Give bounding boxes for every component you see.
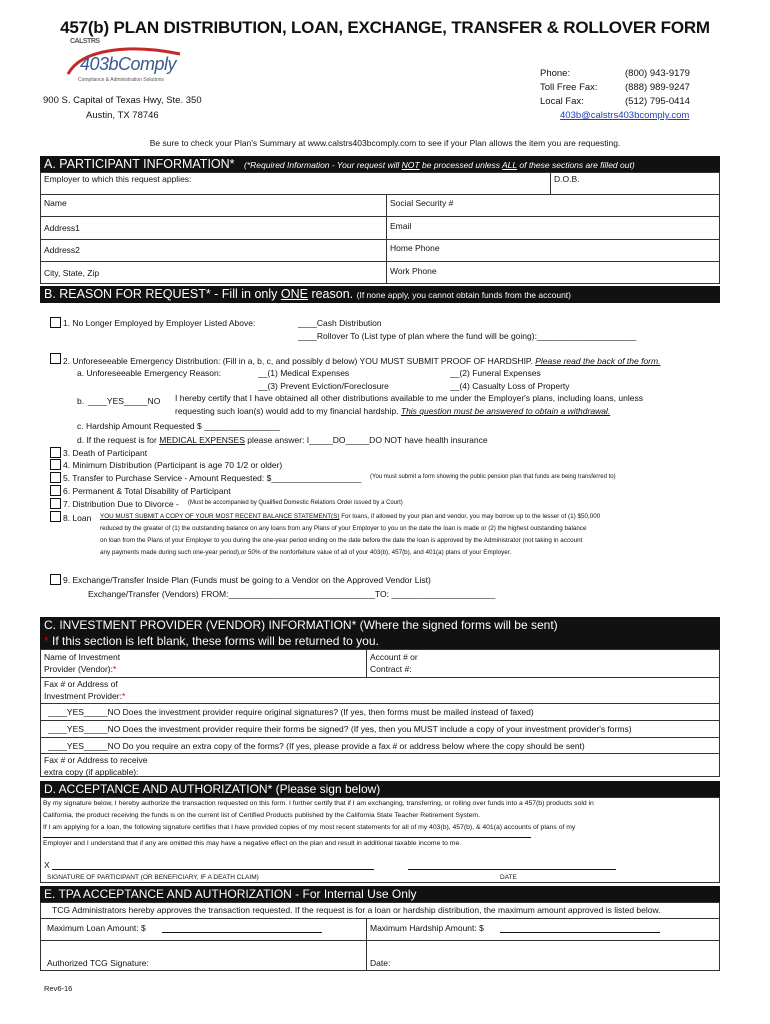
question-original-signatures[interactable]: ____YES_____NO Does the investment provider require original signatures? (If yes, then forms must be mailed instead of faxed): [48, 707, 534, 717]
item5-label: 5. Transfer to Purchase Service - Amount Requested: $___________________: [63, 473, 362, 483]
item5-note: (You must submit a form showing the public pension plan that funds are being transferred to): [370, 474, 616, 480]
item8-text-2: reduced by the greater of (1) the outstanding balance on any loans from any Plans of your Employer to you on the date the loan is made or (2) the highest outstanding balance: [100, 525, 587, 532]
item-d-post: please answer: I_____DO_____DO NOT have health insurance: [247, 435, 488, 445]
item4-label: 4. Minimum Distribution (Participant is age 70 1/2 or older): [63, 460, 283, 470]
extra-copy-label-1: Fax # or Address to receive: [44, 755, 148, 765]
reason-eviction[interactable]: __(3) Prevent Eviction/Foreclosure: [258, 381, 389, 391]
section-e-title: E. TPA ACCEPTANCE AND AUTHORIZATION - For Internal Use Only: [44, 887, 417, 901]
revision-label: Rev6-16: [44, 984, 73, 993]
phone-value: (800) 943-9179: [625, 68, 690, 79]
dob-field[interactable]: D.O.B.: [554, 174, 580, 184]
item-b-text-2: [175, 406, 610, 416]
vendor-fax-label-1: Fax # or Address of: [44, 679, 118, 689]
signature-x: X: [44, 860, 50, 870]
tpa-date[interactable]: Date:: [370, 958, 391, 968]
notice-text: Be sure to check your Plan's Summary at www.calstrs403bcomply.com to see if your Plan allows the item you are requesting.: [149, 138, 621, 148]
section-d-title: D. ACCEPTANCE AND AUTHORIZATION* (Please sign below): [44, 782, 381, 796]
rollover-to[interactable]: ____Rollover To (List type of plan where the fund will be going):_____________________: [298, 331, 637, 341]
item9-from-to[interactable]: Exchange/Transfer (Vendors) FROM:_______________________________TO: ______________________: [88, 589, 496, 599]
item3-checkbox[interactable]: [50, 447, 61, 458]
required-star-icon: *: [112, 664, 117, 674]
item2-read-back: Please read the back of the form.: [535, 356, 661, 366]
section-a-note-not: NOT: [401, 160, 420, 170]
section-c-header: [40, 617, 720, 649]
question-forms-signed[interactable]: ____YES_____NO Does the investment provider require their forms be signed? (If yes, then you MUST include a copy of your investment provider's forms): [48, 724, 632, 734]
section-b-title: B. REASON FOR REQUEST* - Fill in only: [44, 287, 278, 301]
work-phone-field[interactable]: Work Phone: [390, 266, 437, 276]
item4-checkbox[interactable]: [50, 459, 61, 470]
section-a-note-mid: be processed unless: [422, 160, 500, 170]
address-line-1: 900 S. Capital of Texas Hwy, Ste. 350: [43, 95, 202, 106]
vendor-name-field[interactable]: [41, 662, 119, 676]
item-d: [77, 435, 488, 445]
max-hardship-amount[interactable]: Maximum Hardship Amount: $: [370, 923, 484, 933]
item3-label: 3. Death of Participant: [63, 448, 148, 458]
section-d-header: [40, 781, 720, 797]
section-e-text: TCG Administrators hereby approves the transaction requested. If the request is for a loan or hardship distribution, the maximum amount approved is listed below.: [52, 905, 661, 915]
question-extra-copy[interactable]: ____YES_____NO Do you require an extra copy of the forms? (If yes, please provide a fax # or address below where the copy should be sent): [48, 741, 585, 751]
section-b-title-post: reason.: [311, 287, 354, 301]
item7-label: 7. Distribution Due to Divorce -: [63, 499, 179, 509]
item1-label: 1. No Longer Employed by Employer Listed Above:: [63, 318, 256, 328]
item8-must-submit: YOU MUST SUBMIT A COPY OF YOUR MOST RECENT BALANCE STATEMENT(S): [100, 513, 340, 520]
phone-label: Phone:: [540, 68, 571, 79]
section-d-text-1: By my signature below, I hereby authorize the transaction requested on this form. I further certify that if I am exchanging, transferring, or rolling over funds into a 457(b) products sold in: [43, 800, 594, 807]
section-b-note: (If none apply, you cannot obtain funds from the account): [356, 290, 571, 300]
required-star-icon: *: [44, 634, 49, 648]
home-phone-field[interactable]: Home Phone: [390, 243, 440, 253]
extra-copy-field[interactable]: extra copy (if applicable):: [44, 767, 139, 777]
item-d-pre: d. If the request is for: [77, 435, 157, 445]
account-label-1: Account # or: [370, 652, 418, 662]
section-d-text-3: If I am applying for a loan, the following signature certifies that I have provided copies of my most recent statements for all of my 403(b), 457(b), & 401(a) accounts of plans of my: [43, 824, 576, 831]
cash-distribution[interactable]: ____Cash Distribution: [298, 318, 382, 328]
item7-note: (Must be accompanied by Qualified Domestic Relations Order issued by a Court): [188, 500, 403, 506]
logo-tagline: Compliance & Administration Solutions: [78, 77, 164, 83]
localfax-value: (512) 795-0414: [625, 96, 690, 107]
vendor-fax-field[interactable]: [41, 689, 128, 703]
tollfree-value: (888) 989-9247: [625, 82, 690, 93]
date-label: DATE: [500, 874, 517, 881]
item-b-text-1: I hereby certify that I have obtained all other distributions available to me under the Employer's plans, including loans, unless: [175, 393, 643, 403]
logo: [62, 38, 192, 90]
item8-checkbox[interactable]: [50, 511, 61, 522]
item6-label: 6. Permanent & Total Disability of Participant: [63, 486, 231, 496]
item-b-text-2b: This question must be answered to obtain a withdrawal.: [400, 406, 611, 416]
item8-line-1: [100, 513, 600, 520]
logo-brand-text: 403bComply: [80, 54, 177, 74]
section-d-text-2: California, the product receiving the funds is on the current list of Certified Products published by the California State Teacher Retirement System.: [43, 812, 480, 819]
authorized-signature[interactable]: Authorized TCG Signature:: [47, 958, 149, 968]
item8-text-4: any payments made during such one-year period),or 50% of the nonforfeiture value of all of your 403(b), 457(b), and 401(a) plans of your Employer.: [100, 549, 512, 556]
item8-text-3: on loan from the Plans of your Employer to you during the one-year period ending on the date before the date the loan is approved by the Administrator (not taking in account: [100, 537, 583, 544]
item5-checkbox[interactable]: [50, 472, 61, 483]
item2-checkbox[interactable]: [50, 353, 61, 364]
signature-line[interactable]: [52, 869, 374, 870]
item8-label: 8. Loan: [63, 513, 92, 523]
account-field[interactable]: Contract #:: [370, 664, 412, 674]
section-a-title: A. PARTICIPANT INFORMATION*: [44, 157, 235, 171]
item1-checkbox[interactable]: [50, 317, 61, 328]
section-a-grid: [40, 172, 720, 284]
section-d-text-4: Employer and I understand that if any are omitted this may have a negative effect on the plan and result in additional taxable income to me.: [43, 840, 462, 847]
max-loan-amount[interactable]: Maximum Loan Amount: $: [47, 923, 146, 933]
logo-top-text: CALSTRS: [70, 38, 100, 45]
required-star-icon: *: [121, 691, 126, 701]
section-a-header: [40, 156, 720, 172]
signature-label: SIGNATURE OF PARTICIPANT (OR BENEFICIARY, IF A DEATH CLAIM): [47, 874, 259, 881]
item-d-medical: MEDICAL EXPENSES: [159, 435, 245, 445]
item-b-text-2a: requesting such loan(s) would add to my financial hardship.: [175, 406, 399, 416]
reason-label: a. Unforeseeable Emergency Reason:: [77, 368, 222, 378]
section-a-note-post: of these sections are filled out): [519, 160, 635, 170]
item2-label: [63, 356, 660, 366]
ssn-field[interactable]: Social Security #: [390, 198, 454, 208]
item9-label: 9. Exchange/Transfer Inside Plan (Funds must be going to a Vendor on the Approved Vendor List): [63, 575, 431, 585]
address1-field[interactable]: Address1: [44, 223, 80, 233]
section-e-header: [40, 886, 720, 902]
section-a-note-all: ALL: [502, 160, 517, 170]
section-b-header: [40, 286, 720, 303]
email-link[interactable]: 403b@calstrs403bcomply.com: [560, 110, 690, 121]
section-a-note: (*Required Information - Your request will: [244, 160, 400, 170]
reason-funeral[interactable]: __(2) Funeral Expenses: [450, 368, 541, 378]
item8-text-1: For loans, if allowed by your plan and vendor, you may borrow up to the lesser of (1) $50,000: [341, 513, 601, 520]
address-line-2: Austin, TX 78746: [86, 110, 159, 121]
date-line[interactable]: [408, 869, 616, 870]
item-b-yes-no[interactable]: ____YES_____NO: [88, 396, 161, 406]
employer-field[interactable]: Employer to which this request applies:: [44, 174, 192, 184]
section-c-title: C. INVESTMENT PROVIDER (VENDOR) INFORMATION* (Where the signed forms will be sent): [44, 618, 558, 632]
item6-checkbox[interactable]: [50, 485, 61, 496]
tollfree-label: Toll Free Fax:: [540, 82, 598, 93]
vendor-name-label-1: Name of Investment: [44, 652, 121, 662]
item9-checkbox[interactable]: [50, 574, 61, 585]
form-title: 457(b) PLAN DISTRIBUTION, LOAN, EXCHANGE, TRANSFER & ROLLOVER FORM: [60, 18, 710, 37]
item7-checkbox[interactable]: [50, 498, 61, 509]
section-c-warning: If this section is left blank, these forms will be returned to you.: [52, 634, 379, 648]
item-b-prefix: b.: [77, 396, 85, 406]
vendor-name-label-2: Provider (Vendor):: [44, 664, 113, 674]
section-b-title-one: ONE: [280, 287, 308, 301]
localfax-label: Local Fax:: [540, 96, 584, 107]
reason-medical[interactable]: __(1) Medical Expenses: [258, 368, 350, 378]
name-field[interactable]: Name: [44, 198, 67, 208]
address2-field[interactable]: Address2: [44, 245, 80, 255]
vendor-fax-label-2: Investment Provider:: [44, 691, 122, 701]
hardship-amount[interactable]: c. Hardship Amount Requested $ ________________: [77, 421, 280, 431]
email-field[interactable]: Email: [390, 221, 412, 231]
city-field[interactable]: City, State, Zip: [44, 268, 100, 278]
reason-casualty[interactable]: __(4) Casualty Loss of Property: [450, 381, 570, 391]
item2-text: 2. Unforeseeable Emergency Distribution: (Fill in a, b, c, and possibly d below) YOU MUST SUBMIT PROOF OF HARDSHIP.: [63, 356, 533, 366]
